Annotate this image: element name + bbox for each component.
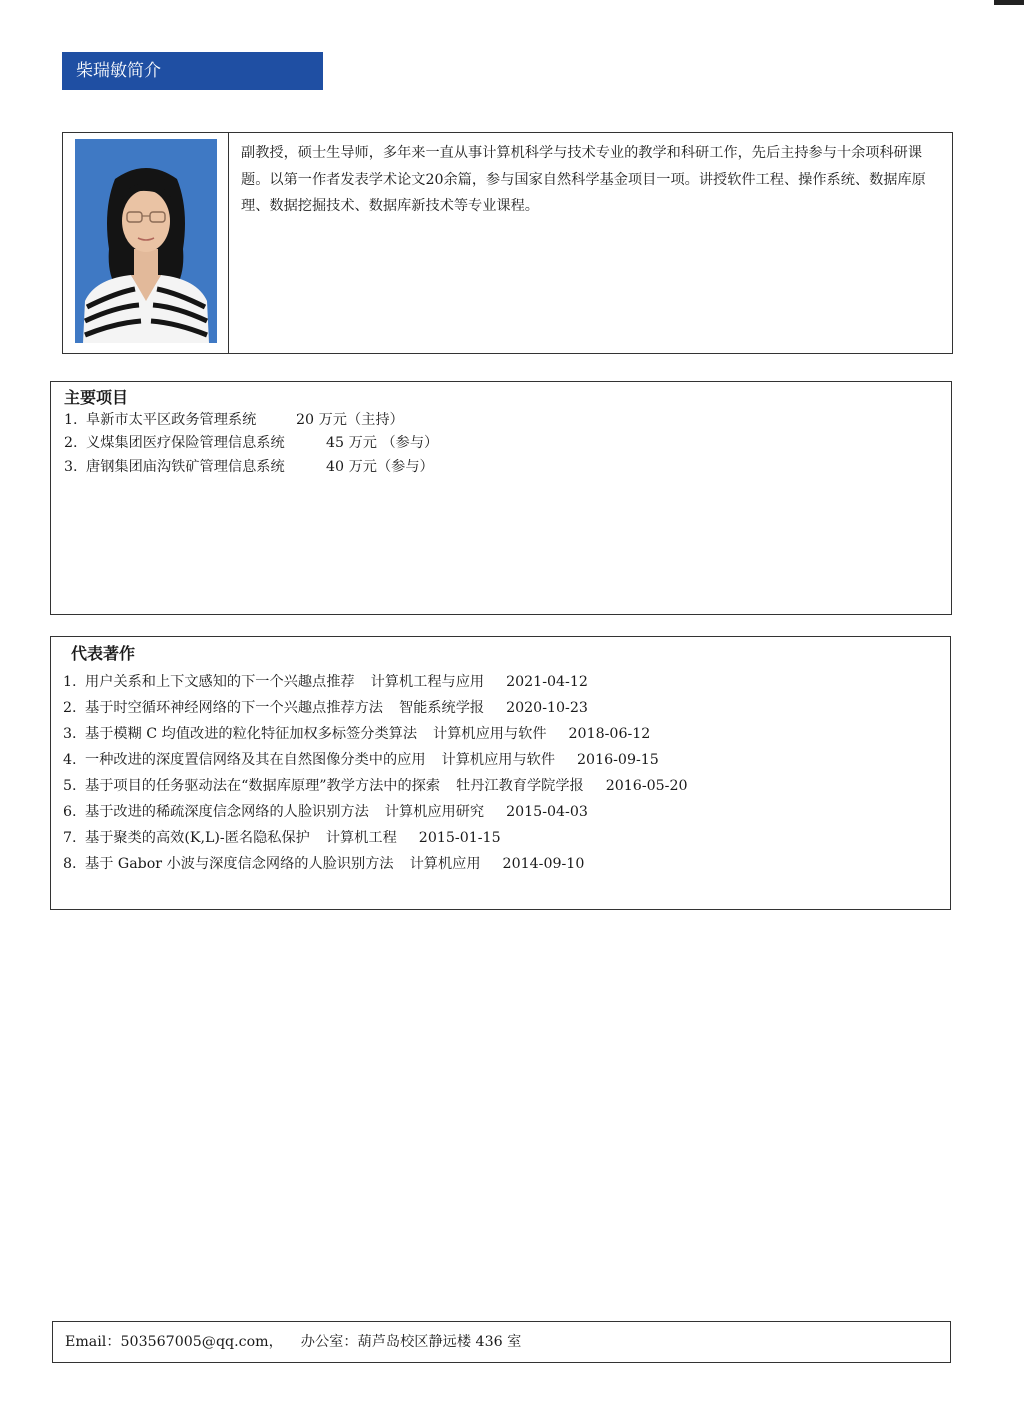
work-date: 2021-04-12 [506,674,588,690]
work-journal: 计算机应用与软件 [441,752,556,768]
project-number: 3. [64,458,78,475]
work-item [63,825,688,851]
work-title: 基于模糊 C 均值改进的粒化特征加权多标签分类算法 [85,726,418,742]
office-label: 办公室： [300,1334,358,1350]
work-journal: 计算机工程 [325,830,397,846]
project-title: 唐钢集团庙沟铁矿管理信息系统 [86,458,285,475]
project-title: 义煤集团医疗保险管理信息系统 [86,435,285,452]
work-date: 2014-09-10 [502,856,585,872]
profile-section [62,132,953,354]
contact-section [52,1321,951,1363]
work-journal: 智能系统学报 [398,700,485,716]
work-item [63,695,688,721]
work-number: 1. [63,674,77,690]
work-number: 2. [63,700,77,716]
work-journal: 计算机工程与应用 [370,674,485,690]
profile-bio: 副教授，硕士生导师，多年来一直从事计算机科学与技术专业的教学和科研工作，先后主持参与十余项科研课题。以第一作者发表学术论文20余篇，参与国家自然科学基金项目一项。讲授软件工程、操作系统、数据库原理、数据挖掘技术、数据库新技术等专业课程。 [241,145,926,214]
contact-line [65,1322,521,1362]
project-title: 阜新市太平区政务管理系统 [86,412,257,428]
work-item [63,799,688,825]
work-date: 2016-09-15 [577,752,659,768]
page-title-text: 柴瑞敏简介 [76,61,161,81]
works-list [63,669,688,877]
work-item [63,747,688,773]
work-journal: 牡丹江教育学院学报 [456,778,584,794]
office-location: 葫芦岛校区静远楼 436 室 [357,1334,522,1350]
photo-cell [63,133,229,353]
portrait-photo-icon [75,139,217,343]
work-number: 4. [63,752,77,768]
project-item [64,456,438,479]
work-date: 2015-01-15 [418,830,501,846]
work-number: 5. [63,778,77,794]
work-date: 2015-04-03 [506,804,588,820]
project-amount: 20 万元（主持） [296,412,404,428]
works-section [50,636,951,910]
project-number: 2. [64,435,78,452]
work-item [63,773,688,799]
work-date: 2018-06-12 [568,726,651,742]
page-title [62,52,323,90]
work-title: 一种改进的深度置信网络及其在自然图像分类中的应用 [85,752,426,768]
work-item [63,721,688,747]
work-number: 7. [63,830,77,846]
scan-corner-mark [994,0,1024,5]
work-date: 2016-05-20 [605,778,688,794]
works-heading: 代表著作 [71,644,136,663]
work-journal: 计算机应用 [409,856,481,872]
work-title: 基于改进的稀疏深度信念网络的人脸识别方法 [85,804,369,820]
work-number: 6. [63,804,77,820]
work-date: 2020-10-23 [506,700,588,716]
projects-section [50,381,952,615]
work-title: 基于聚类的高效(K,L)-匿名隐私保护 [85,830,310,846]
work-journal: 计算机应用研究 [384,804,485,820]
project-item [64,409,438,432]
work-title: 基于项目的任务驱动法在“数据库原理”教学方法中的探索 [85,778,441,794]
project-amount: 40 万元（参与） [326,458,434,475]
work-number: 3. [63,726,77,742]
work-number: 8. [63,856,77,872]
project-item [64,432,438,455]
work-title: 基于 Gabor 小波与深度信念网络的人脸识别方法 [85,856,394,872]
projects-list [64,409,438,479]
work-journal: 计算机应用与软件 [433,726,547,742]
email-address: 503567005@qq.com， [120,1334,283,1350]
work-item [63,669,688,695]
projects-heading: 主要项目 [64,388,129,407]
work-title: 用户关系和上下文感知的下一个兴趣点推荐 [85,674,355,690]
project-amount: 45 万元 （参与） [326,435,439,452]
project-number: 1. [64,412,78,428]
work-item [63,851,688,877]
work-title: 基于时空循环神经网络的下一个兴趣点推荐方法 [85,700,383,716]
email-label: Email： [65,1334,121,1350]
